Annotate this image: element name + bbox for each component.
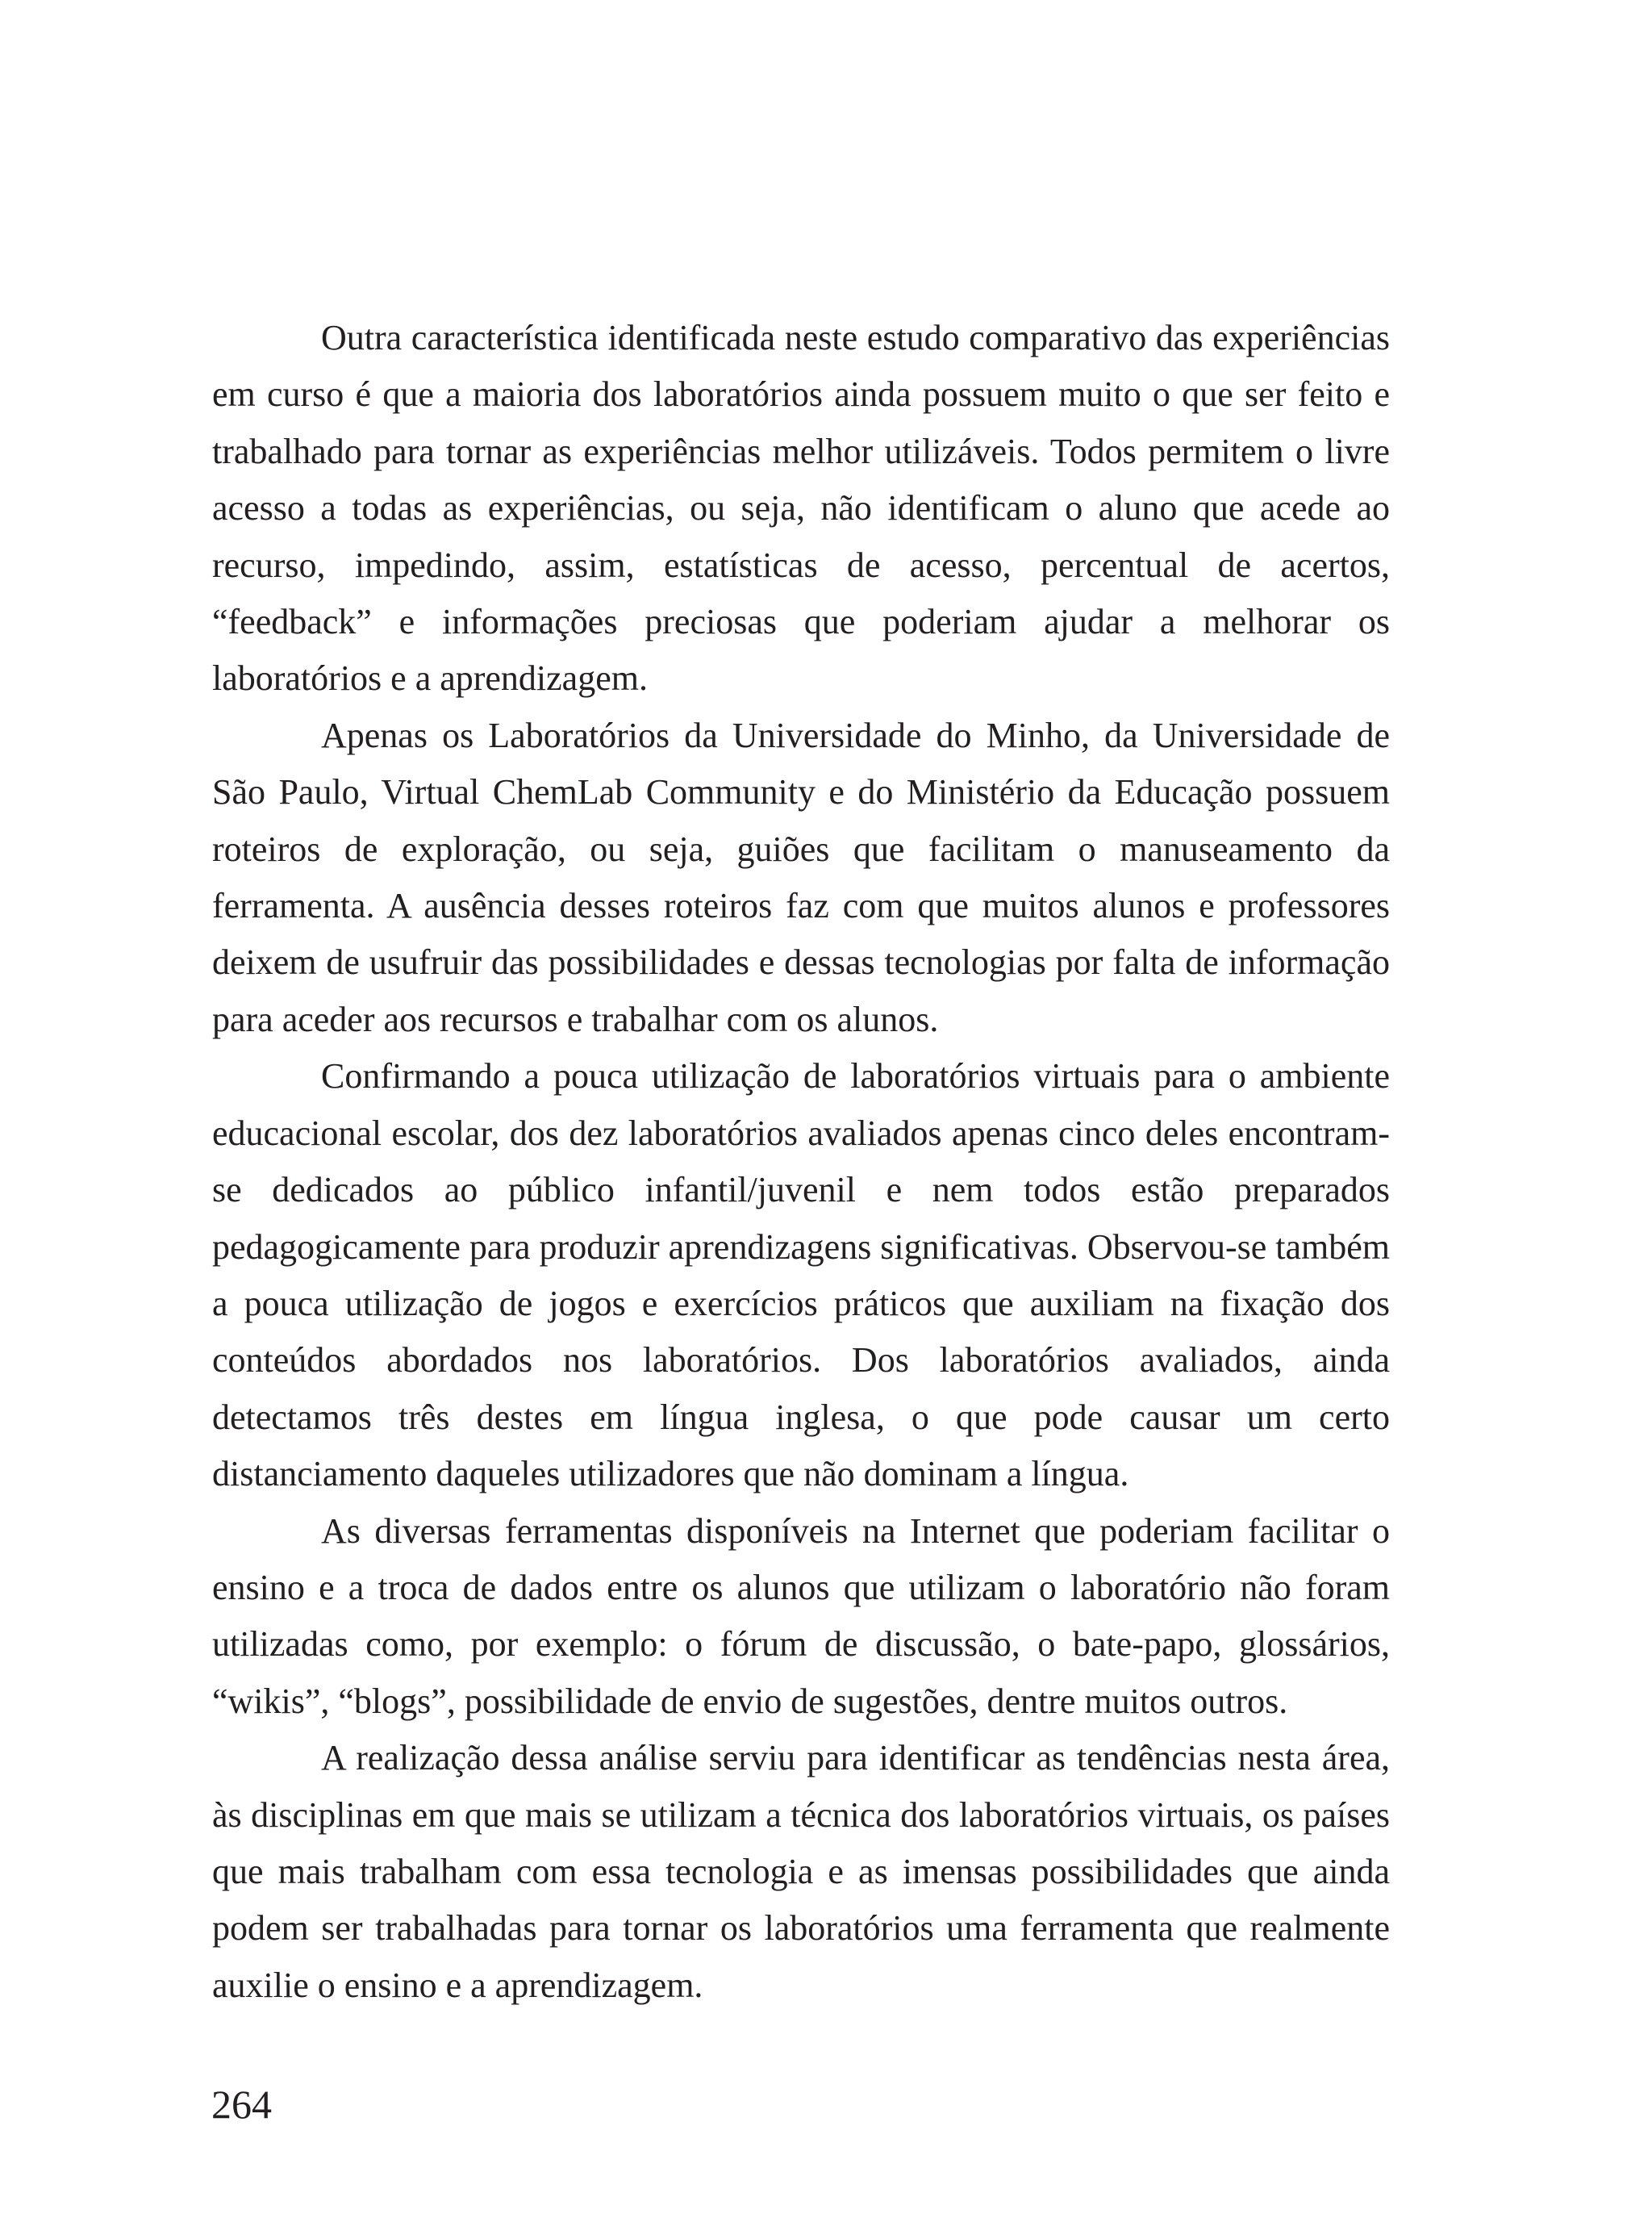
paragraph-2: Apenas os Laboratórios da Universidade do Minho, da Universidade de São Paulo, Virtual ChemLab Community e do Ministério da Educação possuem roteiros de exploração, ou seja, guiões que facilitam o manuseamento da ferramenta. A ausência desses roteiros faz com que muitos alunos e professores deixem de usufruir das possibilidades e dessas tecnologias por falta de informação para aceder aos recursos e trabalhar com os alunos. (212, 715, 1390, 1039)
paragraph-3: Confirmando a pouca utilização de laboratórios virtuais para o ambiente educacional escolar, dos dez laboratórios avaliados apenas cinco deles encontram-se dedicados ao público infantil/juvenil e nem todos estão preparados pedagogicamente para produzir aprendizagens significativas. Observou-se também a pouca utilização de jogos e exercícios práticos que auxiliam na fixação dos conteúdos abordados nos laboratórios. Dos laboratórios avaliados, ainda detectamos três destes em língua inglesa, o que pode causar um certo distanciamento daqueles utilizadores que não dominam a língua. (212, 1056, 1390, 1494)
paragraph-5: A realização dessa análise serviu para identificar as tendências nesta área, às disciplinas em que mais se utilizam a técnica dos laboratórios virtuais, os países que mais trabalham com essa tecnologia e as imensas possibilidades que ainda podem ser trabalhadas para tornar os laboratórios uma ferramenta que realmente auxilie o ensino e a aprendizagem. (212, 1738, 1390, 2005)
paragraph-4: As diversas ferramentas disponíveis na Internet que poderiam facilitar o ensino e a troca de dados entre os alunos que utilizam o laboratório não foram utilizadas como, por exemplo: o fórum de discussão, o bate-papo, glossários, “wikis”, “blogs”, possibilidade de envio de sugestões, dentre muitos outros. (212, 1510, 1390, 1721)
paragraph-1: Outra característica identificada neste estudo comparativo das experiências em curso é que a maioria dos laboratórios ainda possuem muito o que ser feito e trabalhado para tornar as experiências melhor utilizáveis. Todos permitem o livre acesso a todas as experiências, ou seja, não identificam o aluno que acede ao recurso, impedindo, assim, estatísticas de acesso, percentual de acertos, “feedback” e informações preciosas que poderiam ajudar a melhorar os laboratórios e a aprendizagem. (212, 318, 1390, 699)
page-number: 264 (211, 2082, 272, 2127)
body-text (212, 310, 1390, 2014)
